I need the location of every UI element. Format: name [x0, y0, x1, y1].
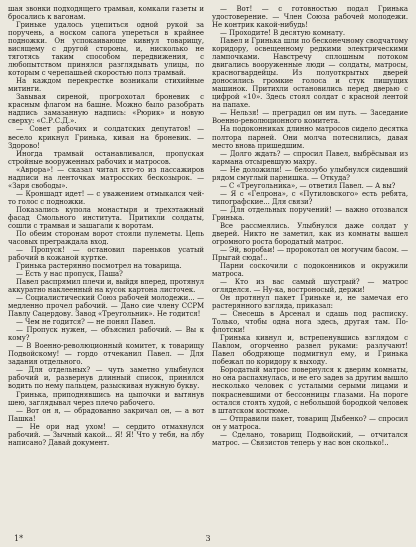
paragraph: Павел и Гринька шли по бесконечному сводчатому коридору, освещенному редкими электрическими лампочками. Навстречу сплошным потоком двигались вооруженные люди — солдаты, матросы, красногвардейцы. Из полуоткрытых дверей доносились громкие голоса и стук пишущих машинок. Притихли остановились перед дверью с цифрой «10». Здесь стоял солдат с красной лентой на папахе. [212, 37, 408, 110]
paragraph: «Аврора»! — сказал читал кто-то из пассажиров надписи на ленточках матросских бескозырок. — «Заря свободы». [8, 165, 204, 190]
paragraph: — Совет рабочих и солдатских депутатов! — весело крикнул Гринька, кивая на броневик. — Здорово! [8, 125, 204, 150]
paragraph: — Чем не годится? — не понял Павел. [16, 318, 156, 327]
paragraph: — Нельзя! — преградил он им путь. — Заседание Военно-революционного комитета. [212, 109, 408, 126]
signature-mark: 1* [14, 534, 24, 543]
paragraph: — Проходите! В десятую комнату. [220, 29, 346, 38]
paragraph: — Вот он я, — обрадованно закричал он, — а вот Пашка! [8, 406, 204, 423]
paragraph: — Социалистический Союз рабочей молодежи... — медленно прочел рабочий. — Дано сие члену ССРМ Павлу Сацердову. Завод «Треугольник». Не годится! [8, 294, 204, 319]
paragraph: Парни соскочили с подоконников и окружили матроса. [212, 262, 408, 279]
paragraph: Павел распрямил плечи и, выйдя вперед, протянул аккуратно наклеенный на кусок картона листочек. [8, 278, 204, 295]
left-column [8, 5, 204, 531]
paragraph: — Не ори над ухом! — сердито отмахнулся рабочий. — Зычный какой... Я! Я! Что у тебя, на лбу написано? Давай документ. [8, 422, 204, 447]
paragraph: Бородатый матрос повернулся к дверям комнаты, но она распахнулась, и не его задев за другим вышло несколько человек с усталыми серыми лицами и покрасневшими от бессонницы глазами. На пороге остался стоять худой, с небольшой бородкой человек в штатском костюме. [212, 366, 408, 415]
paragraph: — Эй, воробьи! — пророкотал он могучим басом. — Прыгай сюда!.. [212, 245, 408, 262]
paragraph: — Снесешь в Арсенал и сдашь под расписку. Только, чтобы одна нога здесь, другая там. По-флотски! [212, 310, 408, 335]
paragraph: — Пропуск! — остановил пареньков усатый рабочий в кожаной куртке. [8, 245, 204, 262]
paragraph: Гринька кивнул и, встрепенувшись взглядом с Павлом, огорченно развел руками: разлучают! Павел ободряюще подмигнул ему, и Гринька побежал по коридору к выходу. [212, 334, 408, 367]
paragraph: — С «Треугольника», — ответил Павел. — А вы? [220, 181, 396, 190]
paragraph: — В Военно-революционный комитет, к товарищу Подвойскому! — гордо отчеканил Павел. — Для задания отдельного. [8, 342, 204, 367]
paragraph: Завывая сиреной, прогрохотал броневик с красным флагом на башне. Можно было разобрать надпись замазанную надпись: «Рюрик» и новую сверху: «С.Р.С.Д.». [8, 93, 204, 126]
paragraph: Иногда трамвай останавливался, пропуская стройные вооруженных рабочих и матросов. [8, 149, 204, 166]
page-number: 3 [205, 534, 211, 543]
paragraph: — Отправили пакет, товарищ Дыбенко? — спросил он у матроса. [212, 414, 408, 431]
paragraph: шая звонки подходящего трамвая, комкали газеты и бросались к вагонам. [8, 5, 204, 22]
paragraph: — Сделано, товарищ Подвойский, — отчитался матрос. — Связистов теперь у нас вон сколько!.. [212, 430, 408, 447]
paragraph: Гриньке удалось уцепиться одной рукой за поручень, а носком сапога упереться в крайнее подножки. Он успокаивающе кивнул товарищу, висящему с другой стороны, и, нисколько не тяготясь таким способом передвижения, с любопытством принялся разглядывать улицы, по которым с черепашьей скоростью полз трамвай. [8, 21, 204, 78]
paragraph: На подоконниках длинно матросов сидело десятка полтора парней. Они молча потеснились, давая место вновь пришедшим. [212, 125, 408, 150]
paragraph: Гринька растерянно посмотрел на товарища. [16, 262, 182, 270]
paragraph: — Пропуск нужен, — объяснил рабочий. — Вы к кому? [8, 326, 204, 343]
paragraph: Гринька, приподнявшись на цыпочки и вытянув шею, заглядывал через плечо рабочего. [8, 390, 204, 407]
paragraph: По обеим сторонам ворот стояли пулеметы. Цепь часовых преграждала вход. [8, 229, 204, 246]
paragraph: — Не доложили! — белозубо улыбнулся сидевший рядом смуглый парнишка. — Откуда? [212, 165, 408, 182]
paragraph: Все рассмеялись. Улыбнулся даже солдат у дверей. Никто не заметил, как из комнаты вышел огромного роста бородатый матрос. [212, 221, 408, 246]
paragraph: Он протянул пакет Гриньке и, не замечая его растерянного взгляда, приказал: [212, 294, 408, 311]
paragraph: — Для отдельных поручений! — важно отозвался Гринька. [212, 205, 408, 222]
text-columns [8, 5, 408, 531]
paragraph: Показались купола монастыря и трехэтажный фасад Смольного института. Притихли солдаты, сошли с трамвая и зашагали к воротам. [8, 205, 204, 230]
paragraph: — Есть у нас пропуск, Паша? [16, 270, 123, 279]
paragraph: — Для отдельных? — чуть заметно улыбнулся рабочий и, развернув длинный список, принялся водить по нему пальцем, разыскивая нужную букву. [8, 366, 204, 391]
paragraph: — Кроншадт идет! — с уважением отмыкался чей-то голос с подножки. [8, 189, 204, 206]
right-column [212, 5, 408, 531]
paragraph: На каждом перекрестке возникали стихийные митинги. [8, 77, 204, 94]
paragraph: — Долго ждать? — спросил Павел, выбрёсывая из кармана отсыревшую махру. [212, 149, 408, 166]
paragraph: — Кто из вас самый шустрый? — матрос огляделся. — Ну-ка, востроносый, держи! [212, 278, 408, 295]
paragraph: — Вот! — с готовностью подал Гринька удостоверение. — Член Союза рабочей молодежи. Не контрик какой-нибудь! [212, 5, 408, 30]
page-footer [8, 531, 408, 543]
paragraph: — Я с «Гелрона», с «Путиловского» есть ребята, типографские... Для связи? [212, 189, 408, 206]
